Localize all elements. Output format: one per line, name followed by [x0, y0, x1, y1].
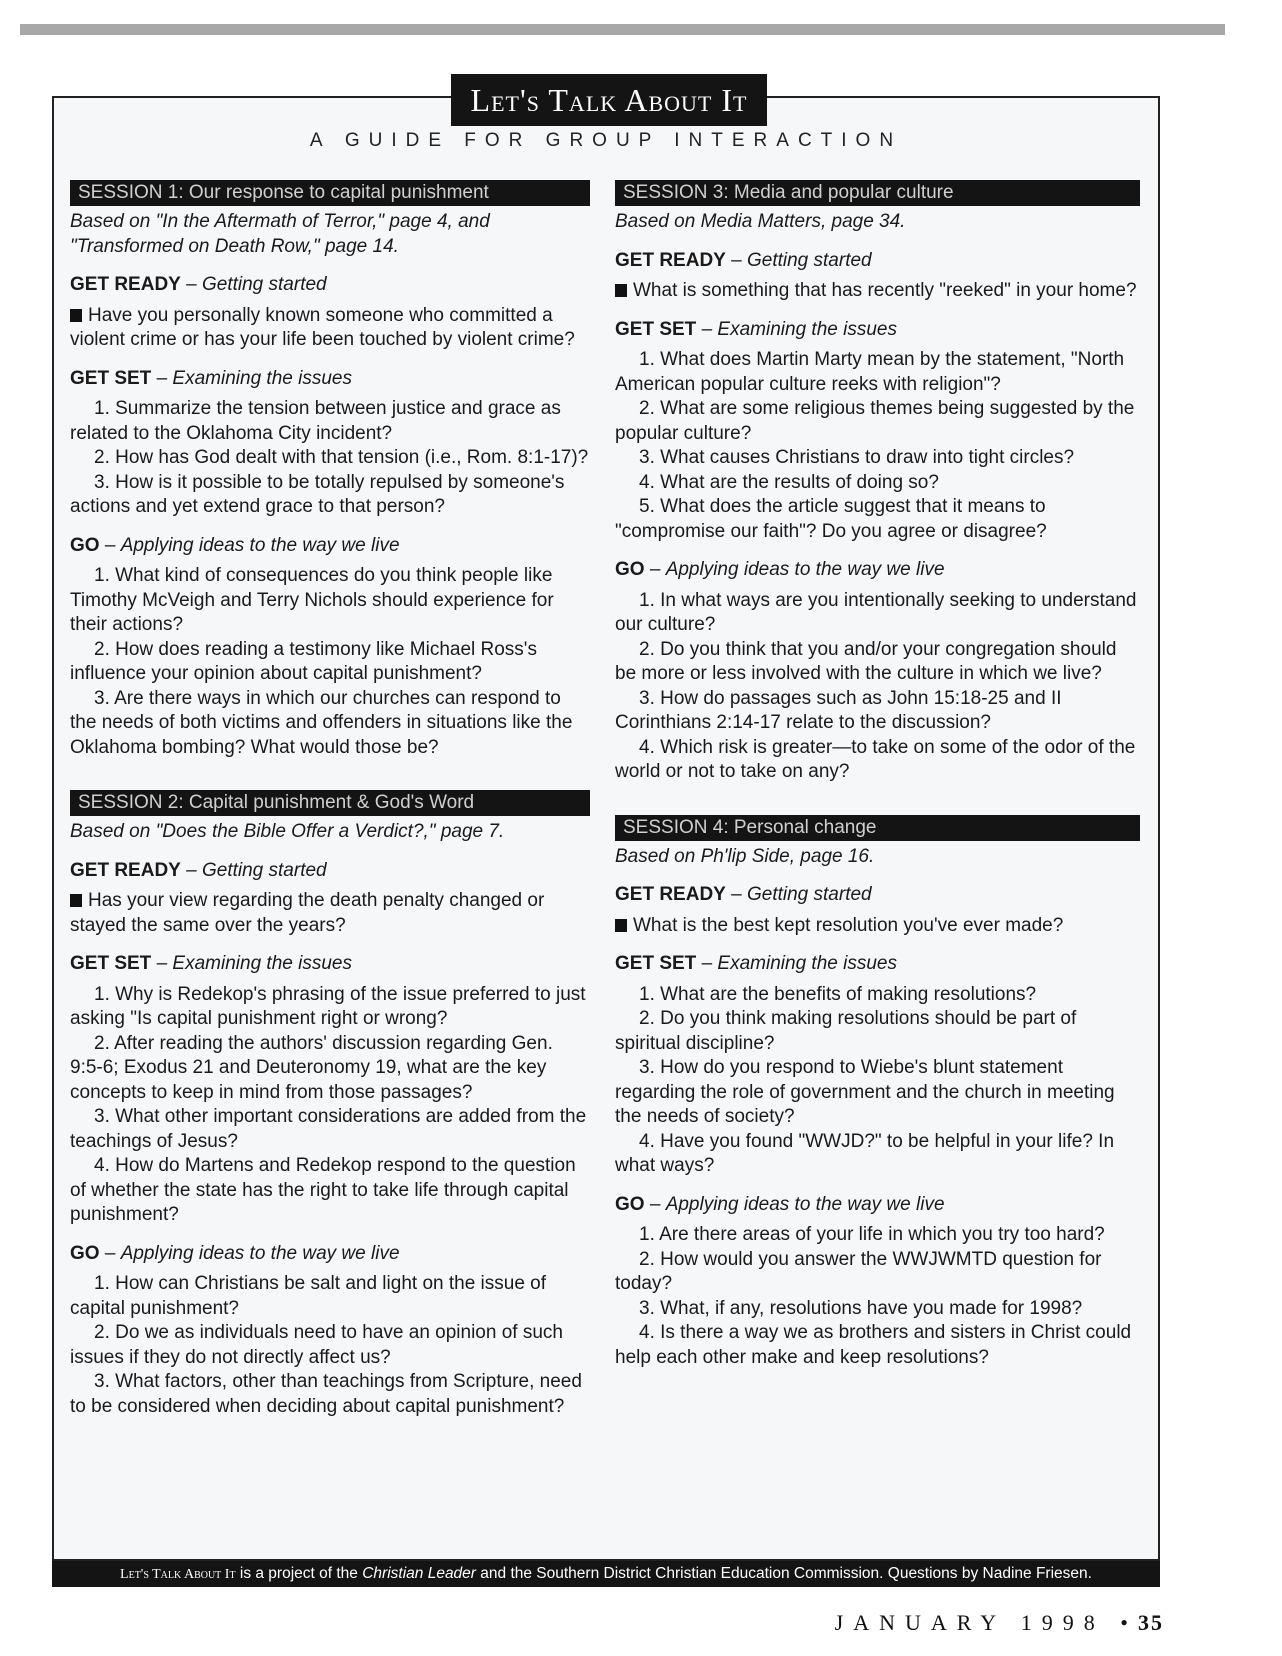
question-item	[70, 983, 590, 1032]
section-label: GET SET	[615, 318, 697, 340]
section-subtitle: Applying ideas to the way we live	[120, 1242, 400, 1264]
question-text: 3. What, if any, resolutions have you made for 1998?	[639, 1297, 1083, 1319]
question-item	[615, 348, 1140, 397]
question-text: 2. Do we as individuals need to have an opinion of such issues if they do not directly affect us?	[70, 1322, 563, 1368]
section-label: GET SET	[70, 367, 152, 389]
session-4	[615, 815, 1140, 1371]
go-heading	[70, 534, 590, 559]
section-separator: –	[725, 249, 747, 271]
question-item	[70, 471, 590, 520]
question-text: 3. What factors, other than teachings from Scripture, need to be considered when deciding about capital punishment?	[70, 1371, 582, 1417]
credit-text-2: and the Southern District Christian Education Commission. Questions by Nadine Friesen.	[475, 1565, 1092, 1582]
section-separator: –	[151, 953, 173, 974]
page-number: 35	[1138, 1610, 1164, 1635]
section-subtitle: Getting started	[746, 884, 872, 905]
question-text: 1. In what ways are you intentionally seeking to understand our culture?	[615, 589, 1137, 635]
section-subtitle: Getting started	[746, 249, 872, 271]
session-3	[615, 180, 1140, 785]
get-ready-heading	[70, 859, 590, 884]
section-label: GO	[70, 1242, 100, 1264]
square-bullet-icon	[70, 309, 82, 322]
get-set-heading	[615, 952, 1140, 977]
question-text: 1. Why is Redekop's phrasing of the issue preferred to just asking "Is capital punishment right or wrong?	[70, 983, 586, 1029]
question-text: 4. What are the results of doing so?	[639, 471, 939, 493]
section-label: GET READY	[615, 884, 726, 905]
footer-bullet: •	[1120, 1610, 1138, 1635]
go-heading	[70, 1242, 590, 1267]
top-rule	[20, 24, 1225, 35]
section-label: GO	[70, 534, 100, 556]
question-text: 2. How has God dealt with that tension (i.e., Rom. 8:1-17)?	[94, 447, 589, 468]
question-text: 1. Summarize the tension between justice and grace as related to the Oklahoma City incident?	[70, 398, 561, 444]
question-item	[70, 687, 590, 761]
section-subtitle: Examining the issues	[717, 953, 897, 974]
question-text: 2. Do you think making resolutions should be part of spiritual discipline?	[615, 1008, 1077, 1054]
credit-publication: Christian Leader	[362, 1565, 476, 1582]
session-bar: SESSION 4: Personal change	[615, 815, 1140, 841]
section-label: GET READY	[70, 859, 181, 881]
square-bullet-icon	[615, 919, 627, 932]
right-column	[615, 180, 1140, 1400]
question-text: 1. How can Christians be salt and light on the issue of capital punishment?	[70, 1273, 547, 1319]
question-text: Have you personally known someone who committed a violent crime or has your life been touched by violent crime?	[70, 304, 575, 350]
question-text: 4. Is there a way we as brothers and sisters in Christ could help each other make and keep resolutions?	[615, 1322, 1132, 1368]
question-item	[70, 1272, 590, 1321]
section-separator: –	[725, 884, 747, 905]
question-item	[615, 1248, 1140, 1297]
section-subtitle: Examining the issues	[172, 367, 352, 389]
question-text: 1. What does Martin Marty mean by the statement, "North American popular culture reeks with religion"?	[615, 349, 1125, 395]
page-footer	[835, 1610, 1164, 1636]
question-item	[615, 1056, 1140, 1130]
based-on: Based on Media Matters, page 34.	[615, 211, 906, 232]
get-ready-heading	[615, 883, 1140, 908]
question-item	[615, 1130, 1140, 1179]
section-label: GET SET	[70, 953, 152, 974]
question-item	[615, 471, 1140, 496]
section-separator: –	[696, 953, 718, 974]
based-on: Based on "Does the Bible Offer a Verdict?," page 7.	[70, 821, 505, 842]
session-2	[70, 790, 590, 1419]
question-text: 1. What are the benefits of making resolutions?	[639, 983, 1037, 1005]
get-set-heading	[70, 952, 590, 977]
prompt-item	[70, 304, 590, 353]
question-item	[615, 687, 1140, 736]
based-on: Based on Ph'lip Side, page 16.	[615, 845, 875, 867]
go-heading	[615, 1193, 1140, 1218]
question-item	[70, 1032, 590, 1106]
credit-lead: Let's Talk About It	[120, 1567, 236, 1582]
question-item	[615, 1297, 1140, 1322]
question-item	[70, 1321, 590, 1370]
section-subtitle: Applying ideas to the way we live	[665, 559, 945, 580]
question-text: 3. What other important considerations are added from the teachings of Jesus?	[70, 1106, 587, 1152]
question-item	[615, 638, 1140, 687]
question-text: 3. How do passages such as John 15:18-25 and II Corinthians 2:14-17 relate to the discussion?	[615, 687, 1062, 733]
section-subtitle: Applying ideas to the way we live	[665, 1193, 945, 1215]
section-separator: –	[180, 859, 202, 881]
section-separator: –	[99, 1242, 121, 1264]
based-on: Based on "In the Aftermath of Terror," page 4, and "Transformed on Death Row," page 14.	[70, 211, 490, 257]
question-item	[70, 1154, 590, 1228]
question-item	[615, 736, 1140, 785]
go-heading	[615, 558, 1140, 583]
question-text: What is something that has recently "reeked" in your home?	[633, 280, 1137, 301]
prompt-item	[70, 889, 590, 938]
prompt-item	[615, 279, 1140, 304]
question-item	[70, 1105, 590, 1154]
question-item	[615, 1321, 1140, 1370]
question-text: 2. After reading the authors' discussion regarding Gen. 9:5-6; Exodus 21 and Deuteronomy 19, what are the key concepts to keep in mind from those passages?	[70, 1032, 553, 1103]
question-text: 3. What causes Christians to draw into tight circles?	[639, 447, 1075, 468]
credit-text-1: is a project of the	[235, 1565, 363, 1582]
question-item	[615, 446, 1140, 471]
question-item	[70, 638, 590, 687]
session-1	[70, 180, 590, 760]
question-item	[615, 1223, 1140, 1248]
section-label: GO	[615, 559, 645, 580]
question-item	[615, 1007, 1140, 1056]
prompt-item	[615, 914, 1140, 939]
page-subtitle: A GUIDE FOR GROUP INTERACTION	[309, 130, 903, 151]
issue-date: JANUARY 1998	[834, 1610, 1105, 1635]
session-bar: SESSION 3: Media and popular culture	[615, 180, 1140, 206]
section-label: GET READY	[615, 249, 726, 271]
question-text: 2. Do you think that you and/or your congregation should be more or less involved with the culture in which we live?	[615, 638, 1117, 684]
square-bullet-icon	[70, 894, 82, 907]
get-set-heading	[615, 318, 1140, 343]
get-set-heading	[70, 367, 590, 392]
question-text: 2. How does reading a testimony like Michael Ross's influence your opinion about capital punishment?	[70, 638, 537, 684]
section-separator: –	[180, 274, 202, 295]
left-column	[70, 180, 590, 1449]
question-item	[70, 446, 590, 471]
question-text: 3. How do you respond to Wiebe's blunt statement regarding the role of government and the church in meeting the needs of society?	[615, 1057, 1115, 1127]
question-text: 1. What kind of consequences do you think people like Timothy McVeigh and Terry Nichols should experience for their actions?	[70, 565, 554, 635]
question-text: 5. What does the article suggest that it means to "compromise our faith"? Do you agree or disagree?	[615, 496, 1047, 542]
section-subtitle: Applying ideas to the way we live	[120, 534, 400, 556]
section-separator: –	[99, 534, 121, 556]
square-bullet-icon	[615, 284, 627, 297]
section-subtitle: Getting started	[201, 274, 327, 295]
question-text: 3. Are there ways in which our churches can respond to the needs of both victims and offenders in situations like the Oklahoma bombing? What would those be?	[70, 687, 573, 758]
section-subtitle: Examining the issues	[172, 953, 352, 974]
get-ready-heading	[615, 249, 1140, 274]
question-text: 1. Are there areas of your life in which you try too hard?	[639, 1224, 1105, 1245]
credit-bar	[52, 1561, 1160, 1587]
section-subtitle: Examining the issues	[717, 318, 897, 340]
section-separator: –	[151, 367, 173, 389]
question-item	[70, 397, 590, 446]
session-bar: SESSION 2: Capital punishment & God's Word	[70, 790, 590, 816]
question-text: 2. How would you answer the WWJWMTD question for today?	[615, 1248, 1102, 1294]
page-title: Let's Talk About It	[451, 74, 767, 126]
get-ready-heading	[70, 273, 590, 298]
question-item	[615, 589, 1140, 638]
question-text: 4. Have you found "WWJD?" to be helpful in your life? In what ways?	[615, 1130, 1115, 1176]
question-item	[70, 1370, 590, 1419]
question-text: 4. How do Martens and Redekop respond to the question of whether the state has the right to take life through capital punishment?	[70, 1155, 576, 1225]
question-item	[70, 564, 590, 638]
section-separator: –	[644, 1193, 666, 1215]
question-item	[615, 397, 1140, 446]
question-text: Has your view regarding the death penalty changed or stayed the same over the years?	[70, 890, 545, 936]
session-bar: SESSION 1: Our response to capital punishment	[70, 180, 590, 206]
question-item	[615, 983, 1140, 1008]
section-label: GO	[615, 1193, 645, 1215]
section-subtitle: Getting started	[201, 859, 327, 881]
section-separator: –	[644, 559, 666, 580]
question-text: 2. What are some religious themes being suggested by the popular culture?	[615, 398, 1135, 444]
question-text: 4. Which risk is greater—to take on some of the odor of the world or not to take on any?	[615, 736, 1136, 782]
question-text: 3. How is it possible to be totally repulsed by someone's actions and yet extend grace to that person?	[70, 471, 565, 517]
question-item	[615, 495, 1140, 544]
section-label: GET READY	[70, 274, 181, 295]
section-separator: –	[696, 318, 718, 340]
section-label: GET SET	[615, 953, 697, 974]
question-text: What is the best kept resolution you've ever made?	[633, 914, 1064, 936]
